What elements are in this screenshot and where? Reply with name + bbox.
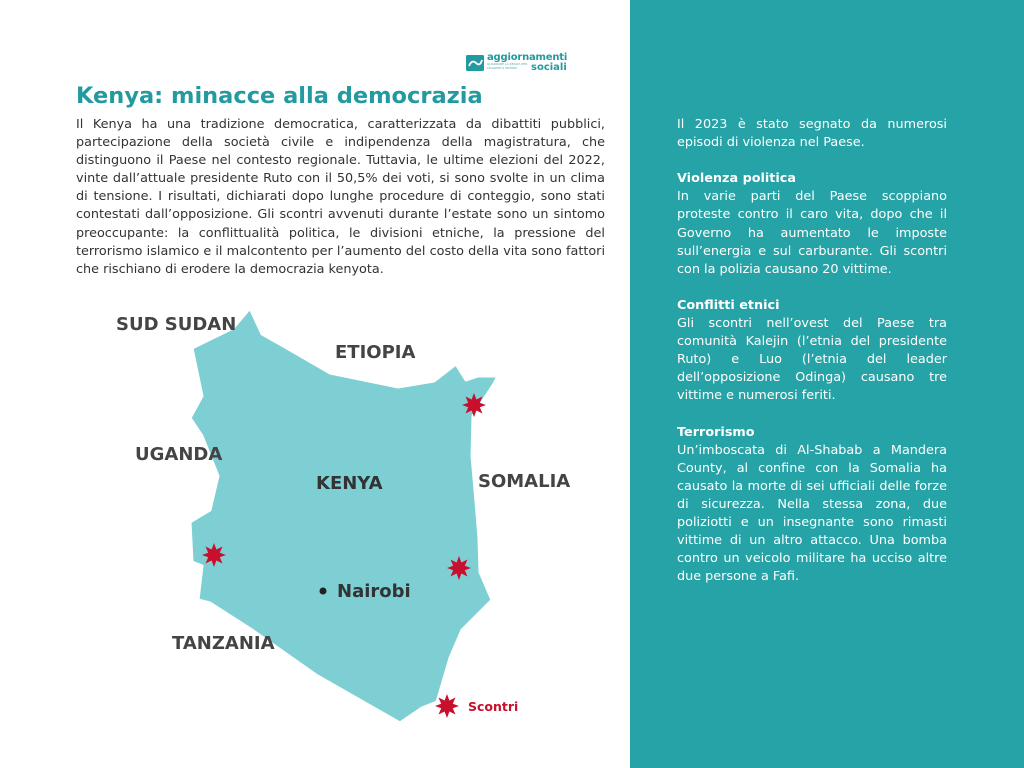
label-etiopia: ETIOPIA <box>335 342 416 363</box>
label-kenya: KENYA <box>316 473 383 494</box>
kenya-map <box>100 300 571 740</box>
intro-paragraph: Il Kenya ha una tradizione democratica, caratterizzata da dibattiti pubblici, partecipazione della società civile e indipendenza della magistratura, che distinguono il Paese nel contesto regionale. Tuttavia, le ultime elezioni del 2022, vinte dall’attuale presidente Ruto con il 50,5% dei voti, si sono svolte in un clima di tensione. I risultati, dichiarati dopo lunghe procedure di conteggio, sono stati contestati dall’opposizione. Gli scontri avvenuti durante l’estate sono un sintomo preoccupante: la conflittualità politica, le divisioni etniche, la pressione del terrorismo islamico e il malcontento per l’aumento del costo della vita sono fattori che rischiano di erodere la democrazia kenyota. <box>76 117 605 277</box>
section-text-terrorismo: Un’imboscata di Al-Shabab a Mandera County, al confine con la Somalia ha causato la morte di sei ufficiali delle forze di sicurezza. Nella stessa zona, due poliziotti e un insegnante sono rimasti vittime di un altro attacco. Una bomba contro un veicolo militare ha ucciso altre due persone a Fafi. <box>677 442 947 585</box>
label-nairobi: Nairobi <box>337 581 411 602</box>
logo-line2: sociali <box>531 62 567 73</box>
label-uganda: UGANDA <box>135 444 223 465</box>
logo-tagline: GUARDARE LA REALTÀ PER LEGGERE IL MONDO <box>487 62 528 70</box>
legend-clash-icon <box>435 694 459 718</box>
label-sud-sudan: SUD SUDAN <box>116 314 237 335</box>
clash-marker-northeast <box>462 393 486 417</box>
publisher-logo <box>466 52 576 76</box>
section-heading-conflitti: Conflitti etnici <box>677 297 780 313</box>
label-tanzania: TANZANIA <box>172 633 275 654</box>
kenya-shape <box>190 308 498 723</box>
section-heading-violenza: Violenza politica <box>677 171 797 187</box>
section-text-violenza: In varie parti del Paese scoppiano proteste contro il caro vita, dopo che il Governo ha aumentato le imposte sull’energia e sul carburante. Gli scontri con la polizia causano 20 vittime. <box>677 189 947 277</box>
clash-marker-west <box>202 543 226 567</box>
page-title: Kenya: minacce alla democrazia <box>76 83 483 109</box>
legend-clash-label: Scontri <box>468 699 519 714</box>
sidebar-lead: Il 2023 è stato segnato da numerosi episodi di violenza nel Paese. <box>677 117 947 151</box>
clash-marker-east <box>447 556 471 580</box>
label-somalia: SOMALIA <box>478 471 571 492</box>
section-text-conflitti: Gli scontri nell’ovest del Paese tra comunità Kalejin (l’etnia del presidente Ruto) e Luo (l’etnia del leader dell’opposizione Odinga) causano tre vittime e numerosi feriti. <box>677 316 947 404</box>
sidebar-content <box>677 116 947 605</box>
nairobi-dot <box>320 588 327 595</box>
logo-mark-icon <box>466 55 484 71</box>
section-heading-terrorismo: Terrorismo <box>677 424 755 440</box>
logo-line1: aggiornamenti <box>487 52 568 63</box>
